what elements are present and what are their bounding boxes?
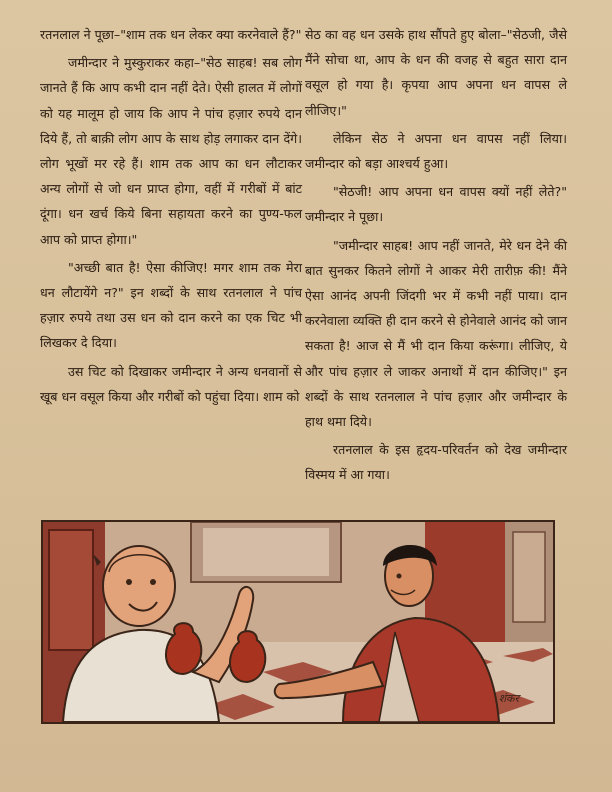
illustration-scene <box>43 522 553 722</box>
paragraph: "अच्छी बात है! ऐसा कीजिए! मगर शाम तक मेरा धन लौटायेंगे न?" इन शब्दों के साथ रतनलाल ने पांच हज़ार रुपये तथा उस धन को दान करने का एक चिट भी लिखकर दे दिया। <box>40 259 302 351</box>
paragraph: उस चिट को दिखाकर जमीन्दार ने अन्य धनवानों से खूब धन वसूल किया और गरीबों को पहुंचा दिया। शाम को <box>40 363 302 404</box>
window-pane <box>203 528 329 576</box>
door-frame <box>49 530 93 650</box>
right-window <box>513 532 545 622</box>
artist-signature: शंकर <box>498 692 519 705</box>
paragraph: लेकिन सेठ ने अपना धन वापस नहीं लिया। जमीन्दार को बड़ा आश्चर्य हुआ। <box>305 130 567 172</box>
story-illustration <box>41 520 555 724</box>
paragraph: सेठ का वह धन उसके हाथ सौंपते हुए बोला–"सेठजी, जैसे मैंने सोचा था, आप के धन की वजह से बहुत सारा दान वसूल हो गया है। कृपया आप अपना धन वापस ले लीजिए।" <box>305 27 567 118</box>
paragraph: रतनलाल के इस हृदय-परिवर्तन को देख जमीन्दार विस्मय में आ गया। <box>305 442 567 483</box>
right-text-column <box>305 22 567 488</box>
paragraph: "जमीन्दार साहब! आप नहीं जानते, मेरे धन देने की बात सुनकर कितने लोगों ने आकर मेरी तारीफ़ की! मैंने ऐसा आनंद अपनी जिंदगी भर में कभी नहीं पाया। दान करनेवाला व्यक्ति ही दान करने से होनेवाले आनंद को जान सकता है! आज से मैं भी दान किया करूंगा। लीजिए, ये और पांच हज़ार ले जाकर अनाथों में दान कीजिए।" इन शब्दों के साथ रतनलाल ने पांच हज़ार और जमीन्दार के हाथ थमा दिये। <box>305 237 567 430</box>
left-text-column <box>40 22 302 409</box>
paragraph: रतनलाल ने पूछा–"शाम तक धन लेकर क्या करनेवाले हैं?" <box>40 27 302 42</box>
paragraph: "सेठजी! आप अपना धन वापस क्यों नहीं लेते?" जमीन्दार ने पूछा। <box>305 184 567 225</box>
paragraph: जमीन्दार ने मुस्कुराकर कहा–"सेठ साहब! सब लोग जानते हैं कि आप कभी दान नहीं देते। ऐसी हालत में लोगों को यह मालूम हो जाय कि आप ने पांच हज़ार रुपये दान दिये हैं, तो बाक़ी लोग आप के साथ होड़ लगाकर दान देंगे। लोग भूखों मर रहे हैं। शाम तक आप का धन लौटाकर अन्य लोगों से जो धन प्राप्त होगा, वहीं में गरीबों में बांट दूंगा। धन खर्च किये बिना सहायता करने का पुण्य-फल आप को प्राप्त होगा।" <box>40 55 302 247</box>
